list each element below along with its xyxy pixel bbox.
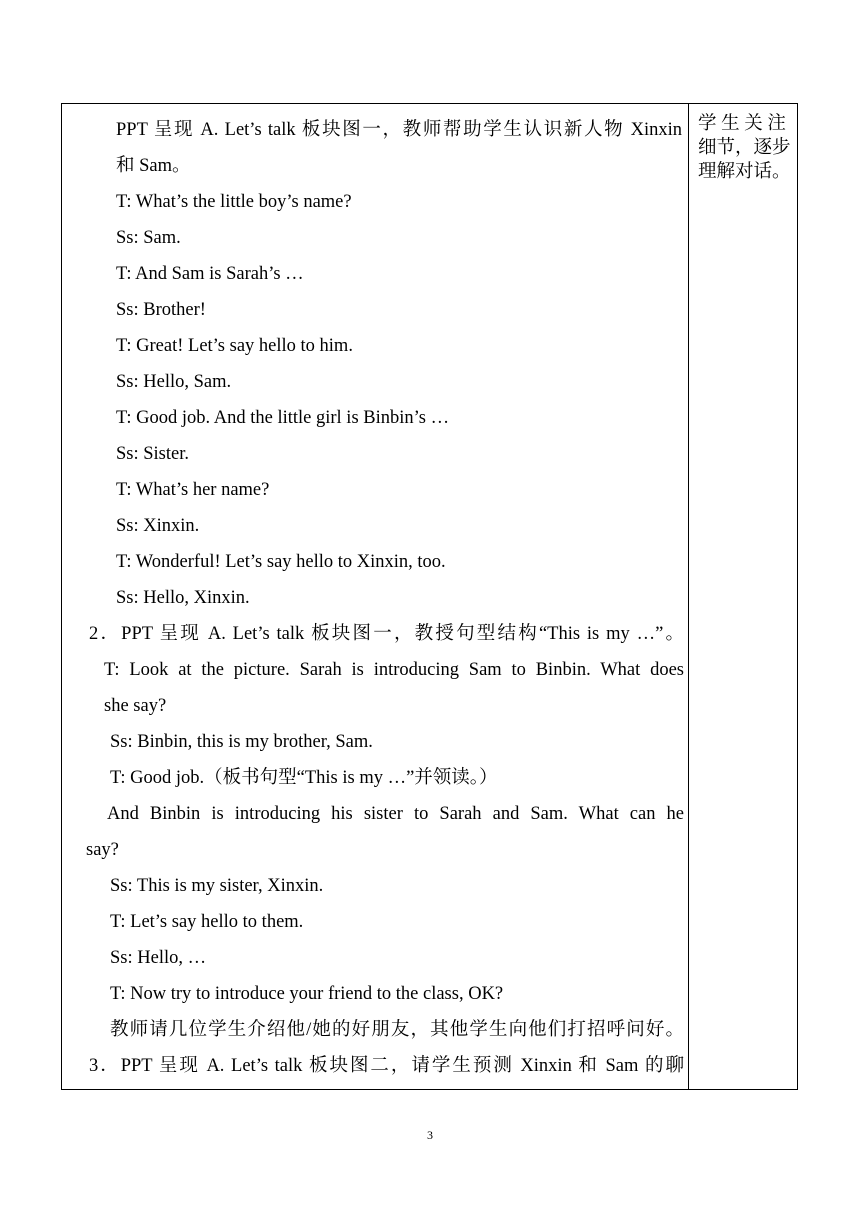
procedure-line: Ss: Binbin, this is my brother, Sam. [110, 732, 373, 752]
procedure-line: T: Let’s say hello to them. [110, 912, 304, 932]
procedure-line: T: Look at the picture. Sarah is introducing Sam to Binbin. What does [104, 660, 684, 680]
procedure-line: Ss: Sam. [116, 228, 181, 248]
procedure-line: T: Now try to introduce your friend to the class, OK? [110, 984, 504, 1004]
procedure-cell [62, 104, 688, 1089]
procedure-line: Ss: Hello, … [110, 948, 207, 968]
procedure-line: T: Good job.（板书句型“This is my …”并领读。） [110, 768, 498, 788]
procedure-step-3: 3．PPT 呈现 A. Let’s talk 板块图二，请学生预测 Xinxin 和 Sam 的聊 [89, 1056, 684, 1076]
page-number: 3 [427, 1128, 433, 1142]
design-intent-line: 细节，逐步 [698, 138, 791, 158]
column-divider [688, 104, 689, 1089]
procedure-line: T: Good job. And the little girl is Binbin’s … [116, 408, 450, 428]
procedure-line: Ss: Hello, Sam. [116, 372, 232, 392]
procedure-line: 教师请几位学生介绍他/她的好朋友，其他学生向他们打招呼问好。 [110, 1020, 684, 1040]
procedure-line: Ss: Xinxin. [116, 516, 200, 536]
procedure-line: PPT 呈现 A. Let’s talk 板块图一，教师帮助学生认识新人物 Xinxin [116, 120, 682, 140]
procedure-line: Ss: Sister. [116, 444, 189, 464]
procedure-line: 和 Sam。 [116, 156, 191, 176]
procedure-line: T: What’s the little boy’s name? [116, 192, 352, 212]
procedure-line: Ss: Brother! [116, 300, 206, 320]
procedure-step-2: 2．PPT 呈现 A. Let’s talk 板块图一，教授句型结构“This is my …”。 [89, 624, 684, 644]
procedure-line: Ss: This is my sister, Xinxin. [110, 876, 324, 896]
procedure-line: say? [86, 840, 119, 860]
procedure-line: T: What’s her name? [116, 480, 270, 500]
lesson-table [61, 103, 798, 1090]
design-intent-line: 学 生 关 注 [698, 114, 786, 134]
procedure-line: T: Great! Let’s say hello to him. [116, 336, 353, 356]
design-intent-cell [698, 112, 792, 184]
procedure-line: T: And Sam is Sarah’s … [116, 264, 304, 284]
procedure-line: And Binbin is introducing his sister to Sarah and Sam. What can he [107, 804, 684, 824]
procedure-line: Ss: Hello, Xinxin. [116, 588, 250, 608]
design-intent-line: 理解对话。 [698, 162, 791, 182]
procedure-line: T: Wonderful! Let’s say hello to Xinxin, too. [116, 552, 446, 572]
procedure-line: she say? [104, 696, 167, 716]
